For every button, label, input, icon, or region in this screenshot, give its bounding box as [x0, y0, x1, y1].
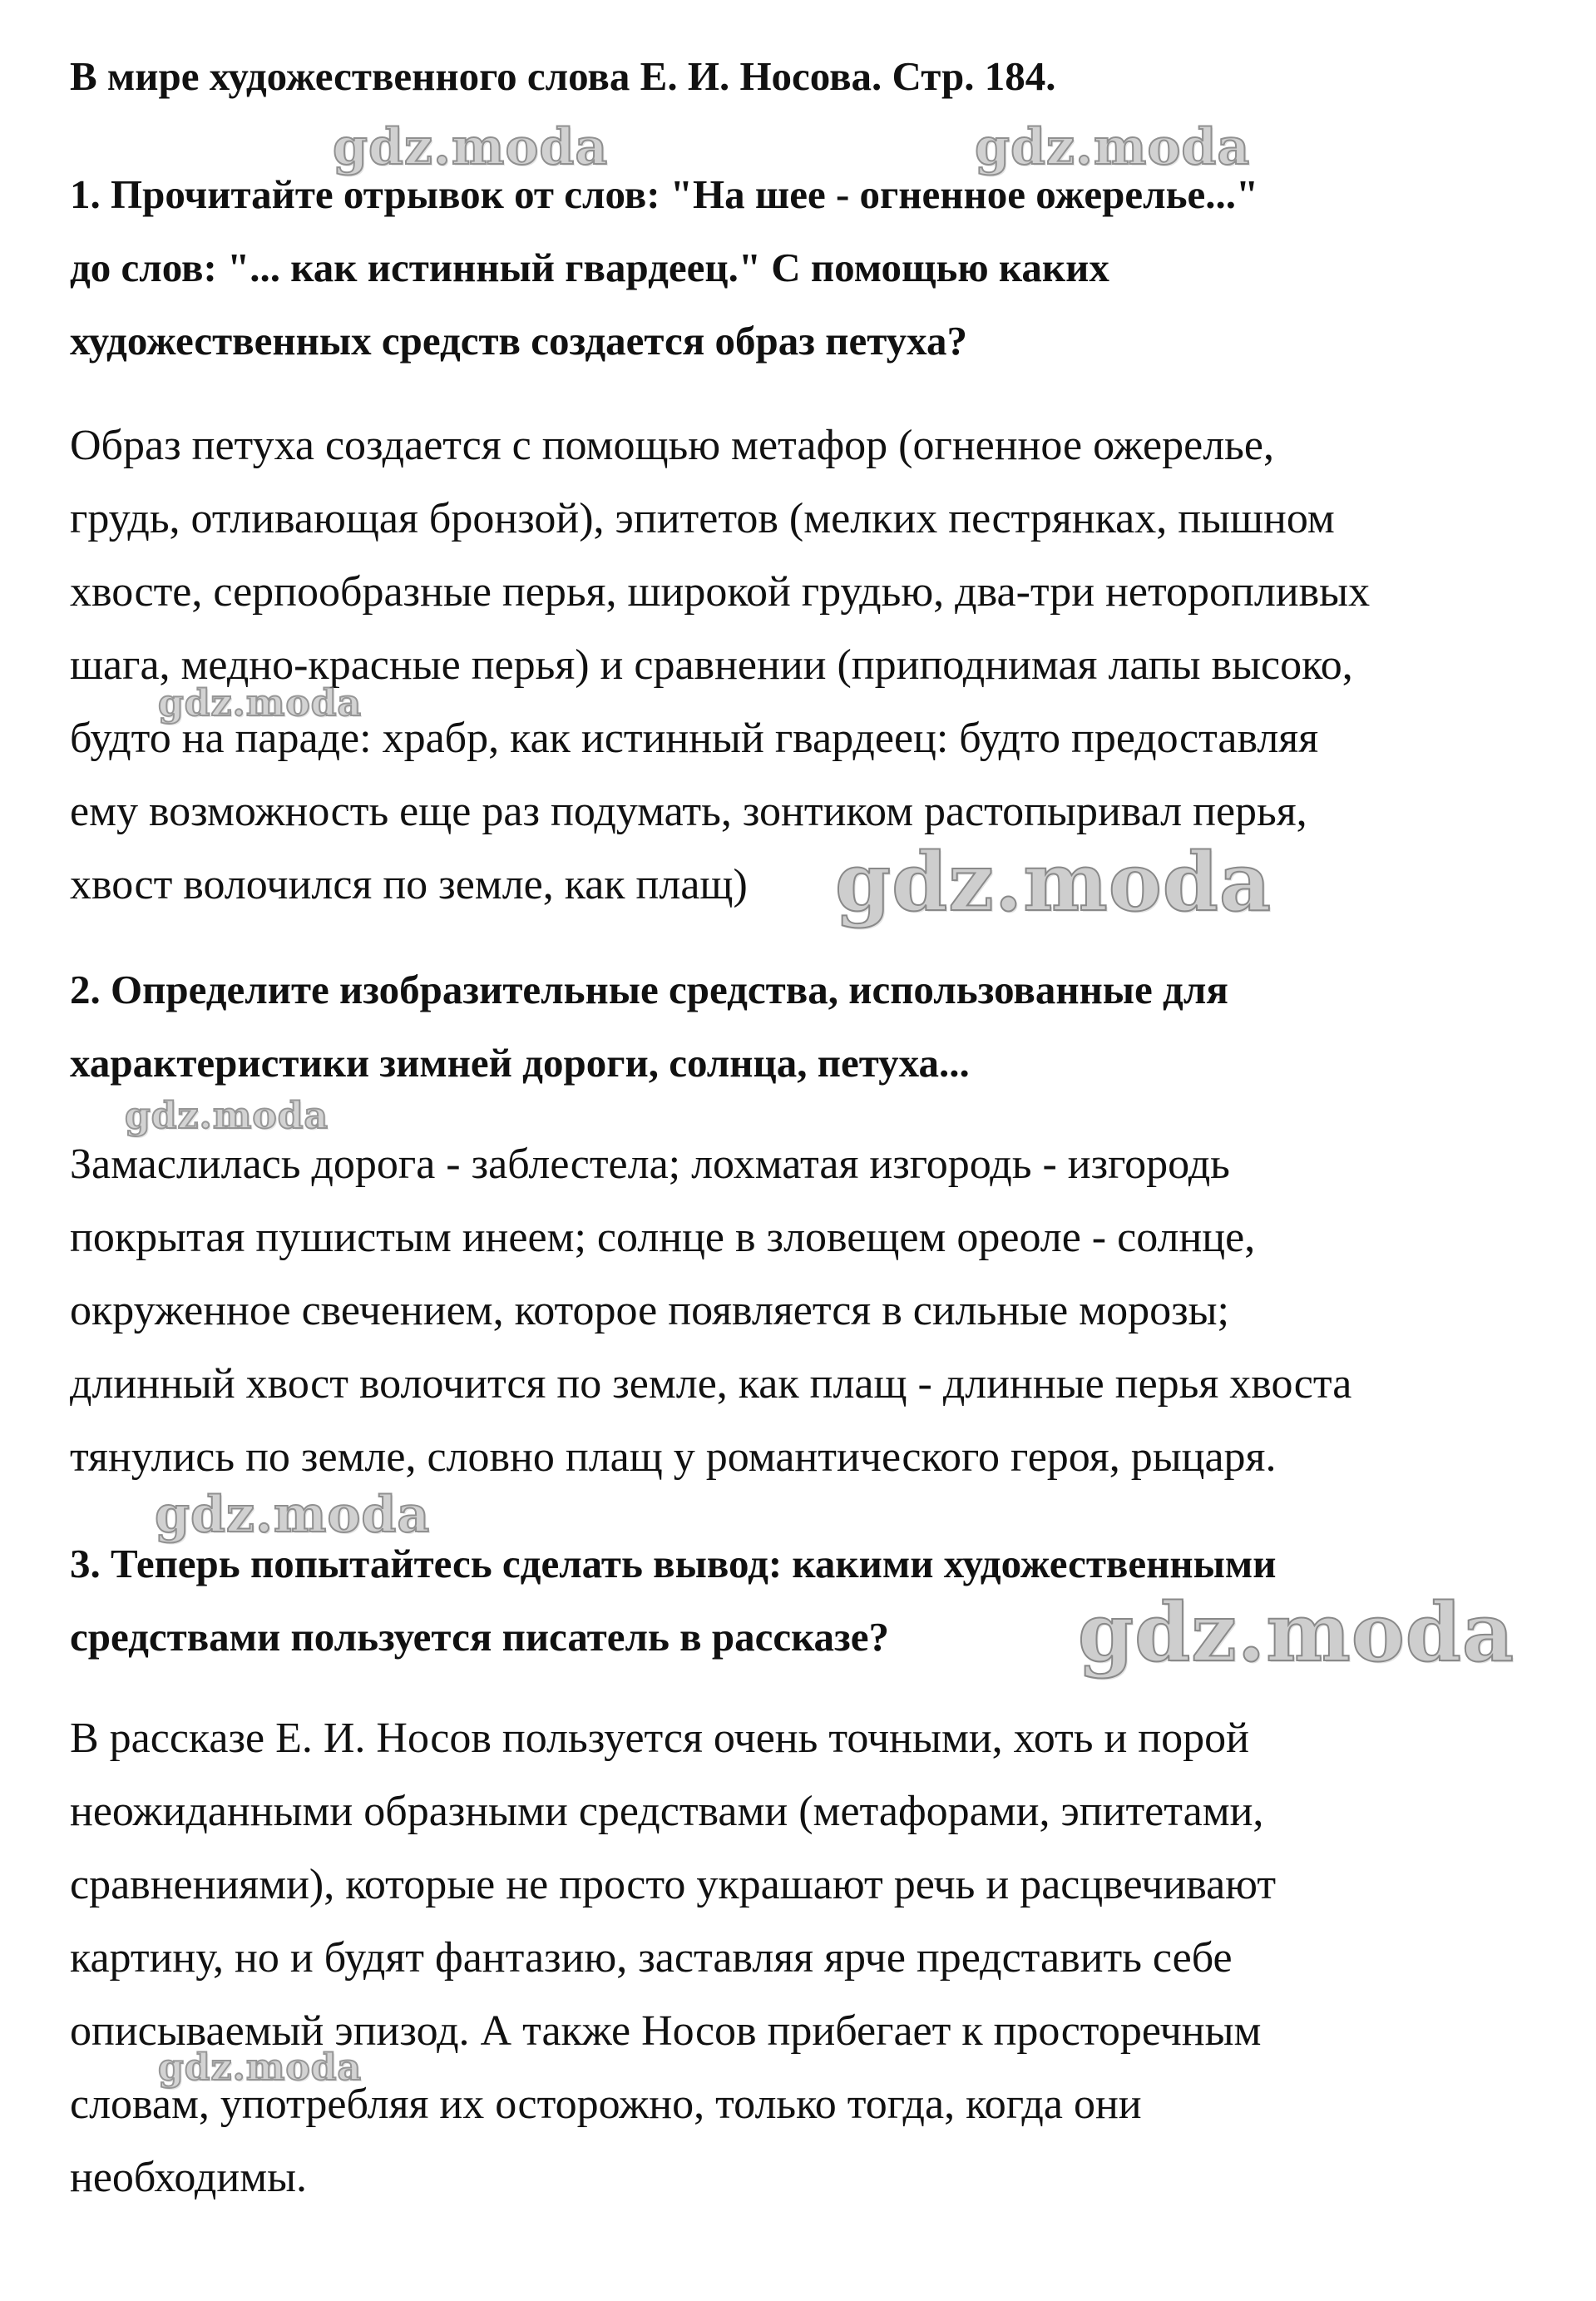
question-3-line: средствами пользуется писатель в рассказе? — [70, 1614, 890, 1660]
question-2-line: 2. Определите изобразительные средства, использованные для — [70, 967, 1228, 1012]
answer-1-line: ему возможность еще раз подумать, зонтиком растопыривал перья, — [70, 788, 1307, 835]
watermark: gdz.moda — [835, 835, 1272, 929]
answer-3-line: неожиданными образными средствами (метафорами, эпитетами, — [70, 1788, 1264, 1835]
question-2 — [70, 953, 1567, 1100]
question-1 — [70, 158, 1567, 378]
answer-3-line: описываемый эпизод. А также Носов прибегает к просторечным — [70, 2007, 1262, 2055]
watermark: gdz.moda — [975, 118, 1251, 176]
question-1-line: до слов: "... как истинный гвардеец." С помощью каких — [70, 245, 1109, 290]
question-3 — [70, 1527, 1567, 1674]
answer-2-line: окруженное свечением, которое появляется в сильные морозы; — [70, 1287, 1229, 1334]
page-title — [70, 40, 1567, 113]
question-2-line: характеристики зимней дороги, солнца, петуха... — [70, 1040, 970, 1086]
answer-3-line: необходимы. — [70, 2154, 308, 2201]
answer-3-line: словам, употребляя их осторожно, только тогда, когда они — [70, 2081, 1142, 2128]
question-3-line: 3. Теперь попытайтесь сделать вывод: какими художественными — [70, 1541, 1277, 1586]
page-title-text: В мире художественного слова Е. И. Носова. Стр. 184. — [70, 53, 1056, 99]
answer-1 — [70, 409, 1567, 922]
watermark: gdz.moda — [333, 118, 609, 176]
answer-1-line: грудь, отливающая бронзой), эпитетов (мелких пестрянках, пышном — [70, 495, 1335, 542]
answer-2-line: покрытая пушистым инеем; солнце в зловещем ореоле - солнце, — [70, 1214, 1256, 1261]
answer-1-line: хвосте, серпообразные перья, широкой грудью, два-три неторопливых — [70, 568, 1371, 616]
answer-1-line: шага, медно-красные перья) и сравнении (приподнимая лапы высоко, — [70, 641, 1353, 689]
answer-2-line: длинный хвост волочится по земле, как плащ - длинные перья хвоста — [70, 1360, 1352, 1408]
answer-1-line: хвост волочился по земле, как плащ) — [70, 861, 748, 908]
answer-2-line: Замаслилась дорога - заблестела; лохматая изгородь - изгородь — [70, 1141, 1230, 1188]
answer-3-line: сравнениями), которые не просто украшают речь и расцвечивают — [70, 1861, 1277, 1908]
watermark: gdz.moda — [158, 2046, 363, 2089]
watermark: gdz.moda — [125, 1095, 329, 1137]
question-1-line: 1. Прочитайте отрывок от слов: "На шее - огненное ожерелье..." — [70, 171, 1259, 217]
watermark: gdz.moda — [155, 1486, 431, 1544]
answer-3 — [70, 1702, 1567, 2214]
watermark: gdz.moda — [1078, 1586, 1515, 1680]
question-1-line: художественных средств создается образ петуха? — [70, 318, 967, 364]
answer-1-line: Образ петуха создается с помощью метафор (огненное ожерелье, — [70, 422, 1274, 469]
watermark: gdz.moda — [158, 682, 363, 725]
answer-2 — [70, 1128, 1567, 1494]
answer-1-line: будто на параде: храбр, как истинный гвардеец: будто предоставляя — [70, 715, 1319, 762]
answer-2-line: тянулись по земле, словно плащ у романтического героя, рыцаря. — [70, 1433, 1277, 1481]
answer-3-line: картину, но и будят фантазию, заставляя ярче представить себе — [70, 1934, 1233, 1982]
answer-3-line: В рассказе Е. И. Носов пользуется очень точными, хоть и порой — [70, 1715, 1249, 1762]
